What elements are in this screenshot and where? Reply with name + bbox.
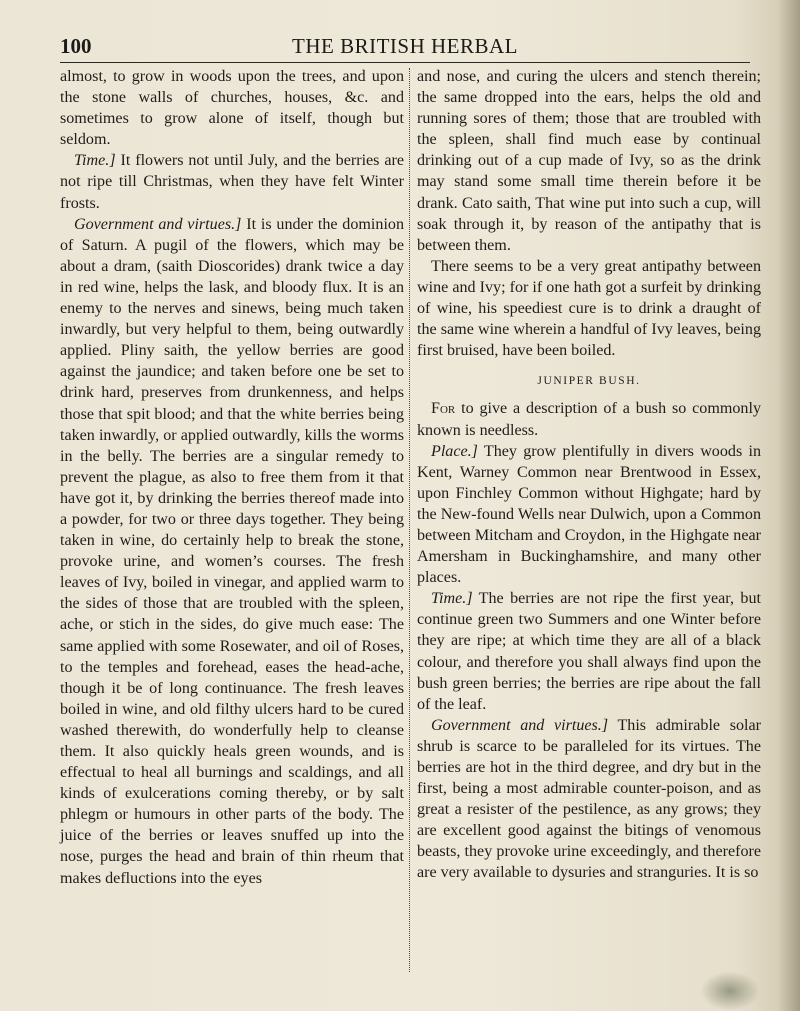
page-number: 100 bbox=[60, 34, 92, 58]
juniper-paragraph-place bbox=[417, 441, 761, 589]
description-text: to give a description of a bush so commonly known is needless. bbox=[417, 400, 761, 439]
left-paragraph-government bbox=[60, 214, 404, 889]
left-paragraph-1: almost, to grow in woods upon the trees, and upon the stone walls of churches, houses, &c. and sometimes to grow alone of itself, though but seldom. bbox=[60, 68, 404, 149]
time-lead: Time.] bbox=[74, 152, 116, 170]
right-paragraph-1: and nose, and curing the ulcers and stench therein; the same dropped into the ears, helps the old and running sores of them; those that are troubled with the spleen, shall find much ease by continual drinking out of a cup made of Ivy, so as the drink may stand some small time therein before it be drank. Cato saith, That wine put into such a cup, will soak through it, by reason of the antipathy that is between them. bbox=[417, 68, 761, 254]
juniper-time-lead: Time.] bbox=[431, 590, 473, 608]
place-lead: Place.] bbox=[431, 442, 478, 460]
right-paragraph-antipathy: There seems to be a very great antipathy between wine and Ivy; for if one hath got a surfeit by drinking of wine, his speediest cure is to drink a draught of the same wine wherein a handful of Ivy leaves, being first bruised, have been boiled. bbox=[417, 257, 761, 360]
running-title: THE BRITISH HERBAL bbox=[292, 34, 518, 58]
juniper-paragraph-time bbox=[417, 588, 761, 715]
juniper-government-lead: Government and virtues.] bbox=[431, 716, 609, 734]
left-paragraph-time bbox=[60, 150, 404, 213]
header-rule bbox=[60, 62, 750, 63]
place-text: They grow plentifully in divers woods in Kent, Warney Common near Brentwood in Essex, upon Finchley Common without Highgate; hard by the New-found Wells near Dulwich, upon a Common between Mitcham and Croydon, in the Highgate near Amersham in Buckinghamshire, and many other places. bbox=[417, 442, 761, 587]
time-text: It flowers not until July, and the berries are not ripe till Christmas, when they have felt Winter frosts. bbox=[60, 152, 404, 212]
juniper-time-text: The berries are not ripe the first year, but continue green two Summers and one Winter before they are ripe; at which time they are all of a black colour, and therefore you shall always find upon the bush green berries; the berries are ripe about the fall of the leaf. bbox=[417, 590, 761, 713]
column-divider bbox=[409, 68, 410, 972]
page-header bbox=[60, 34, 750, 64]
left-column bbox=[60, 66, 404, 889]
page-stain bbox=[700, 971, 760, 1011]
government-lead: Government and virtues.] bbox=[74, 215, 242, 233]
right-column bbox=[417, 66, 761, 884]
juniper-paragraph-description bbox=[417, 398, 761, 440]
juniper-government-text: This admirable solar shrub is scarce to be paralleled for its virtues. The berries are hot in the third degree, and dry but in the first, being a most admirable counter-poison, and as great a resister of the pestilence, as any grows; they are excellent good against the bitings of venomous beasts, they provoke urine exceedingly, and therefore are very available to dysuries and stranguries. It is so bbox=[417, 716, 761, 882]
description-lead: For bbox=[431, 400, 456, 418]
section-heading-juniper: JUNIPER BUSH. bbox=[537, 375, 641, 388]
government-text: It is under the dominion of Saturn. A pugil of the flowers, which may be about a dram, (saith Dioscorides) drank twice a day in red wine, helps the lask, and bloody flux. It is an enemy to the nerves and sinews, being much taken inwardly, but very helpful to them, being outwardly applied. Pliny saith, the yellow berries are good against the jaundice; and taken before one be set to drink hard, preserves from drunkenness, and helps those that spit blood; and that the white berries being taken inwardly, or applied outwardly, kills the worms in the belly. The berries are a singular remedy to prevent the plague, as also to free them from it that have got it, by drinking the berries thereof made into a powder, for two or three days together. They being taken in wine, do certainly help to break the stone, provoke urine, and women’s courses. The fresh leaves of Ivy, boiled in vinegar, and applied warm to the sides of those that are troubled with the spleen, ache, or stich in the sides, do give much ease: The same applied with some Rosewater, and oil of Roses, to the temples and forehead, eases the head-ache, though it be of long continuance. The fresh leaves boiled in wine, and old filthy ulcers hard to be cured washed therewith, do wonderfully help to cleanse them. It also quickly heals green wounds, and is effectual to heal all burnings and scaldings, and all kinds of exulcerations coming thereby, or by salt phlegm or humours in other parts of the body. The juice of the berries or leaves snuffed up into the nose, purges the head and brain of thin rheum that makes defluctions into the eyes bbox=[60, 215, 405, 887]
page-edge-shadow bbox=[778, 0, 800, 1011]
juniper-paragraph-government bbox=[417, 715, 761, 884]
